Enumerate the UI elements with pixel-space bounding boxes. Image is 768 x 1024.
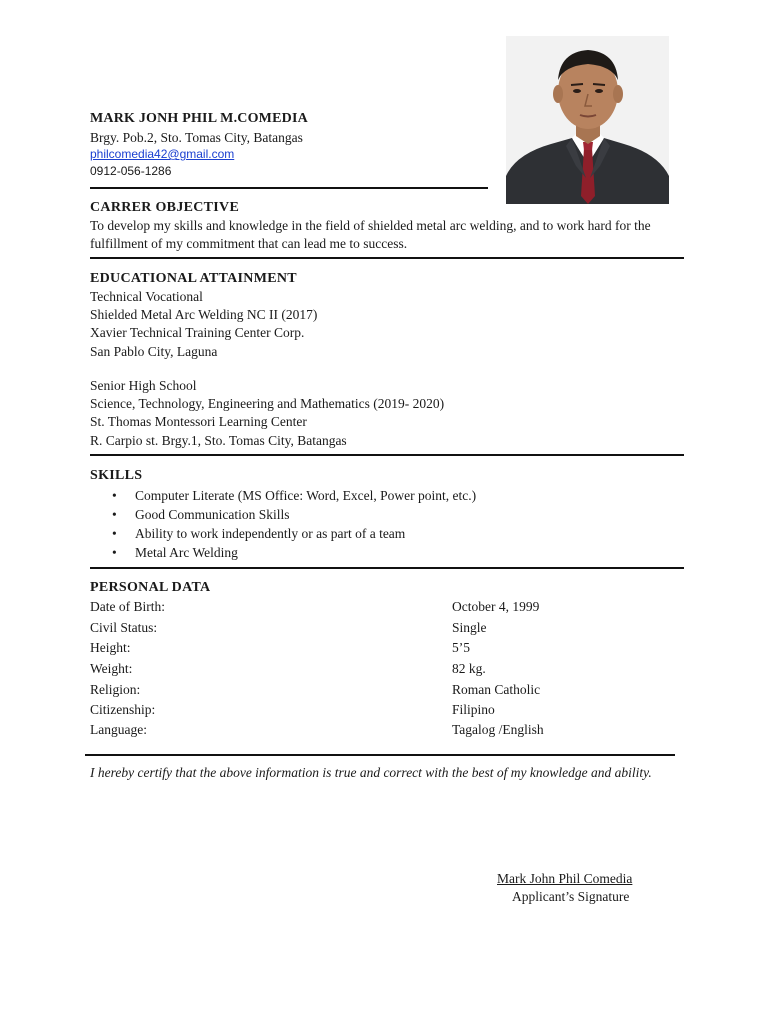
personal-value: Tagalog /English: [452, 722, 544, 737]
personal-row-religion: [90, 682, 650, 702]
applicant-photo-icon: [506, 36, 669, 204]
personal-row-height: [90, 640, 650, 660]
list-item: [90, 505, 476, 524]
personal-label: Citizenship:: [90, 702, 156, 717]
header-divider: [90, 187, 488, 189]
personal-row-weight: [90, 661, 650, 681]
education-block-senior-high: [90, 377, 444, 450]
signature-label: Applicant’s Signature: [512, 889, 630, 904]
education-line: Senior High School: [90, 378, 197, 393]
list-item: [90, 486, 476, 505]
list-item: [90, 524, 476, 543]
skill-text: Good Communication Skills: [135, 507, 290, 522]
personal-label: Weight:: [90, 661, 133, 676]
personal-row-language: [90, 722, 650, 742]
personal-value: October 4, 1999: [452, 599, 540, 614]
skill-text: Computer Literate (MS Office: Word, Excel, Power point, etc.): [135, 488, 477, 503]
skill-text: Metal Arc Welding: [135, 545, 238, 560]
personal-value: Single: [452, 620, 487, 635]
applicant-email-link[interactable]: philcomedia42@gmail.com: [90, 147, 235, 161]
objective-heading: CARRER OBJECTIVE: [90, 200, 240, 215]
personal-label: Date of Birth:: [90, 599, 165, 614]
bullet-icon: •: [112, 545, 117, 560]
signature-name: Mark John Phil Comedia: [497, 871, 633, 886]
education-line: St. Thomas Montessori Learning Center: [90, 414, 307, 430]
personal-divider: [85, 754, 675, 756]
certification-text: I hereby certify that the above information is true and correct with the best of my knowledge and ability.: [90, 765, 652, 780]
bullet-icon: •: [112, 526, 117, 541]
personal-label: Religion:: [90, 682, 141, 697]
personal-row-birth: [90, 599, 650, 619]
list-item: [90, 543, 476, 562]
personal-label: Civil Status:: [90, 620, 158, 635]
personal-label: Height:: [90, 640, 131, 655]
education-line: Xavier Technical Training Center Corp.: [90, 325, 305, 341]
bullet-icon: •: [112, 488, 117, 503]
skills-divider: [90, 567, 684, 569]
personal-label: Language:: [90, 722, 147, 737]
applicant-photo: [506, 36, 669, 204]
education-line: Shielded Metal Arc Welding NC II (2017): [90, 307, 318, 323]
skill-text: Ability to work independently or as part of a team: [135, 526, 406, 541]
skills-list: [90, 486, 476, 562]
skills-heading: SKILLS: [90, 468, 143, 483]
personal-value: 82 kg.: [452, 661, 486, 676]
bullet-icon: •: [112, 507, 117, 522]
objective-text: To develop my skills and knowledge in the field of shielded metal arc welding, and to work hard for the fulfillment of my commitment that can lead me to success.: [90, 218, 651, 251]
personal-heading: PERSONAL DATA: [90, 580, 211, 595]
education-line: Science, Technology, Engineering and Mathematics (2019- 2020): [90, 396, 445, 412]
education-line: R. Carpio st. Brgy.1, Sto. Tomas City, Batangas: [90, 432, 347, 448]
applicant-address: Brgy. Pob.2, Sto. Tomas City, Batangas: [90, 130, 303, 145]
personal-value: Filipino: [452, 702, 495, 717]
objective-divider: [90, 257, 684, 259]
personal-row-citizenship: [90, 702, 650, 722]
education-line: San Pablo City, Laguna: [90, 343, 218, 359]
education-heading: EDUCATIONAL ATTAINMENT: [90, 271, 297, 286]
education-line: Technical Vocational: [90, 289, 203, 304]
education-divider: [90, 454, 684, 456]
personal-value: 5’5: [452, 640, 470, 655]
personal-value: Roman Catholic: [452, 682, 541, 697]
applicant-phone: 0912-056-1286: [90, 164, 172, 178]
education-block-technical: [90, 288, 317, 361]
personal-row-civil-status: [90, 620, 650, 640]
applicant-name: MARK JONH PHIL M.COMEDIA: [90, 111, 308, 126]
